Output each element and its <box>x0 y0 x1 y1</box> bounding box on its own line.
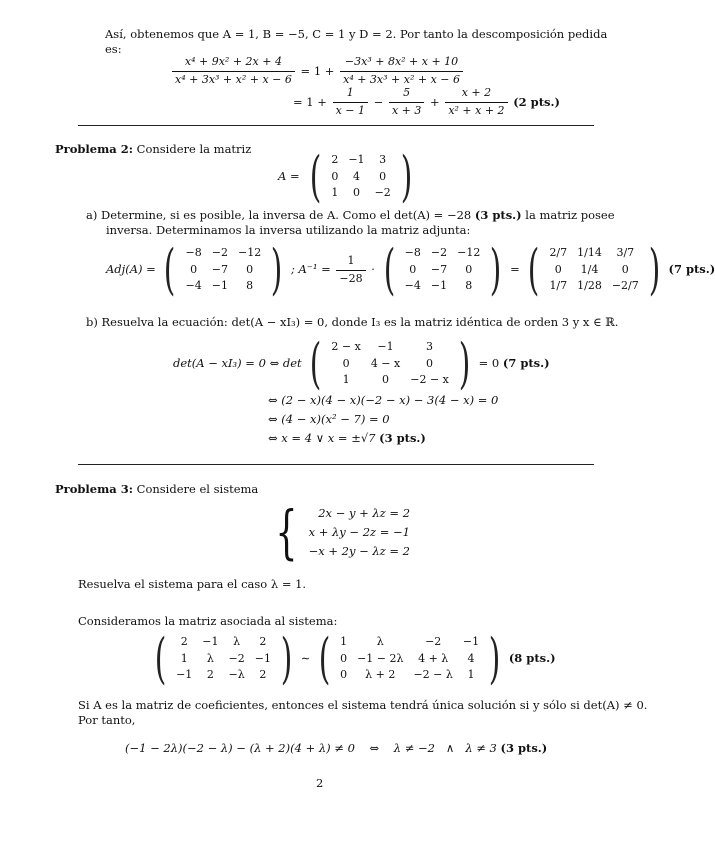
points-badge: (3 pts.) <box>500 741 548 755</box>
points-badge: (3 pts.) <box>474 208 522 222</box>
matrix-cell: 8 <box>465 279 473 293</box>
matrix-cell: −2 <box>211 245 228 259</box>
system-eq-1: 2x − y + λz = 2 <box>318 505 411 520</box>
matrix-cell: −7 <box>430 262 448 276</box>
matrix-cell: −λ <box>228 668 245 682</box>
matrix-cell: 4 + λ <box>418 651 449 665</box>
matrix-cell: 4 − x <box>370 356 401 370</box>
coefficient-line-2: Por tanto, <box>78 713 136 727</box>
system-eq-2: x + λy − 2z = −1 <box>308 524 411 539</box>
matrix-cell: 1 <box>331 186 339 200</box>
intro-line-2: es: <box>105 42 122 56</box>
matrix-cell: 2 <box>259 668 267 682</box>
part-a-line-2: inversa. Determinamos la inversa utilizando la matriz adjunta: <box>106 223 471 237</box>
matrix-cell: 2 <box>180 634 188 648</box>
final-condition <box>125 741 547 757</box>
term2-fraction <box>389 86 424 119</box>
adjoint-inverse-eq <box>106 238 715 301</box>
det-lhs: det(A − xI₃) = 0 ⇔ det <box>173 356 302 371</box>
page-number: 2 <box>316 776 324 790</box>
matrix-cell: 8 <box>246 279 254 293</box>
term3-denominator: x² + x + 2 <box>448 103 505 117</box>
term1-fraction <box>333 86 368 119</box>
part-a-line-1 <box>86 208 615 224</box>
matrix-cell: −1 <box>254 651 271 665</box>
matrix-cell: −1 <box>462 634 480 648</box>
matrix-cell: 0 <box>426 356 434 370</box>
part-b-line: b) Resuelva la ecuación: det(A − xI₃) = 0, donde I₃ es la matriz idéntica de orden 3 y x ∈ ℝ. <box>86 315 619 329</box>
right-paren: ) <box>458 332 471 395</box>
inverse-matrix-table <box>544 245 643 296</box>
rhs-fraction <box>340 55 463 88</box>
reduced-matrix-table <box>335 634 484 685</box>
det-step-2: ⇔ (4 − x)(x² − 7) = 0 <box>268 412 390 426</box>
augmented-intro: Consideramos la matriz asociada al sistema: <box>78 614 338 628</box>
problem-3-label: Problema 3: <box>55 482 133 496</box>
det-rhs: = 0 <box>478 356 500 371</box>
term2-numerator: 5 <box>389 86 424 103</box>
matrix-cell: 1/14 <box>577 245 602 259</box>
matrix-cell: −2/7 <box>611 279 639 293</box>
divider <box>78 464 594 465</box>
inverse-label: ; A⁻¹ = <box>290 262 331 277</box>
matrix-cell: 0 <box>190 262 198 276</box>
matrix-cell: −1 <box>348 152 365 166</box>
divider <box>78 125 594 126</box>
matrix-cell: 0 <box>621 262 629 276</box>
problem-3-heading <box>55 482 258 498</box>
matrix-cell: −4 <box>404 279 421 293</box>
matrix-a-label: A = <box>278 169 300 184</box>
adj-matrix-copy-table <box>400 245 486 296</box>
augmented-matrix <box>150 627 297 690</box>
eq1-prefix: = 1 + <box>300 63 335 78</box>
matrix-cell: 2/7 <box>549 245 568 259</box>
matrix-cell: 0 <box>352 186 360 200</box>
points-badge: (8 pts.) <box>508 651 556 666</box>
adj-matrix-table <box>181 245 267 296</box>
solve-case-line: Resuelva el sistema para el caso λ = 1. <box>78 577 307 591</box>
matrix-cell: −2 <box>430 245 448 259</box>
det-step-3 <box>268 431 426 447</box>
adj-matrix <box>159 238 287 301</box>
matrix-cell: 1 <box>180 651 188 665</box>
inverse-scalar <box>336 254 365 287</box>
augmented-matrix-table <box>171 634 276 685</box>
matrix-cell: −7 <box>211 262 228 276</box>
problem-2-text: Considere la matriz <box>136 142 252 156</box>
matrix-cell: −4 <box>185 279 202 293</box>
matrix-cell: 0 <box>382 373 390 387</box>
matrix-cell: 1/4 <box>580 262 599 276</box>
inverse-scalar-den: −28 <box>339 271 363 285</box>
rhs-denominator: x⁴ + 3x³ + x² + x − 6 <box>343 72 460 86</box>
matrix-cell: 4 <box>352 169 360 183</box>
lhs-numerator: x⁴ + 9x² + 2x + 4 <box>172 55 295 72</box>
left-paren: ( <box>154 627 167 690</box>
coefficient-line-1: Si A es la matriz de coeficientes, entonces el sistema tendrá única solución si y sólo si det(A) ≠ 0. <box>78 698 648 712</box>
left-paren: ( <box>318 627 331 690</box>
lhs-fraction <box>172 55 295 88</box>
matrix-cell: 0 <box>342 356 350 370</box>
matrix-cell: 1 <box>342 373 350 387</box>
matrix-cell: −8 <box>185 245 202 259</box>
matrix-cell: 2 <box>259 634 267 648</box>
matrix-cell: 0 <box>465 262 473 276</box>
minus-sign: − <box>373 94 384 109</box>
matrix-a <box>305 145 417 208</box>
inverse-scalar-num: 1 <box>336 254 365 271</box>
problem-2-heading <box>55 142 251 158</box>
rhs-numerator: −3x³ + 8x² + x + 10 <box>340 55 463 72</box>
matrix-cell: 2 <box>331 152 339 166</box>
matrix-a-block <box>278 145 417 208</box>
system-of-equations <box>268 498 411 566</box>
decomposition-eq-1 <box>170 55 465 88</box>
matrix-cell: λ <box>233 634 241 648</box>
left-paren: ( <box>528 238 540 301</box>
problem-3-text: Considere el sistema <box>136 482 259 496</box>
term1-numerator: 1 <box>333 86 368 103</box>
right-paren: ) <box>490 238 502 301</box>
matrix-cell: −8 <box>404 245 421 259</box>
matrix-cell: 0 <box>379 169 387 183</box>
matrix-cell: −2 <box>374 186 391 200</box>
final-condition-text: (−1 − 2λ)(−2 − λ) − (λ + 2)(4 + λ) ≠ 0 ⇔ λ ≠ −2 ∧ λ ≠ 3 <box>125 741 497 755</box>
right-paren: ) <box>648 238 661 301</box>
part-a-text: a) Determine, si es posible, la inversa de A. Como el det(A) = −28 <box>86 208 472 222</box>
term3-numerator: x + 2 <box>445 86 507 103</box>
right-paren: ) <box>280 627 293 690</box>
matrix-cell: 0 <box>331 169 339 183</box>
matrix-cell: −1 <box>430 279 448 293</box>
matrix-cell: 3 <box>426 339 434 353</box>
left-paren: ( <box>383 238 395 301</box>
det-step-3-text: ⇔ x = 4 ∨ x = ±√7 <box>268 431 376 445</box>
points-badge: (7 pts.) <box>502 356 550 371</box>
matrix-cell: 3 <box>379 152 387 166</box>
matrix-cell: −12 <box>237 245 262 259</box>
matrix-cell: −12 <box>457 245 481 259</box>
right-paren: ) <box>270 238 283 301</box>
term2-denominator: x + 3 <box>391 103 422 117</box>
points-badge: (3 pts.) <box>379 431 426 445</box>
inverse-matrix <box>523 238 664 301</box>
equals: = <box>510 262 520 277</box>
dot: · <box>371 262 375 277</box>
left-paren: ( <box>310 145 322 208</box>
adj-label: Adj(A) = <box>106 262 156 277</box>
left-brace: { <box>275 498 298 566</box>
matrix-cell: 0 <box>554 262 562 276</box>
eq2-prefix: = 1 + <box>293 94 327 109</box>
matrix-cell: 2 − x <box>331 339 361 353</box>
part-a-text-end: la matriz posee <box>525 208 615 222</box>
det-step-1: ⇔ (2 − x)(4 − x)(−2 − x) − 3(4 − x) = 0 <box>268 393 499 407</box>
matrix-cell: −2 <box>425 634 442 648</box>
det-matrix <box>305 332 475 395</box>
matrix-cell: 0 <box>246 262 254 276</box>
plus-sign: + <box>430 94 440 109</box>
right-paren: ) <box>488 627 501 690</box>
matrix-cell: 2 <box>206 668 214 682</box>
matrix-cell: −1 <box>176 668 193 682</box>
matrix-cell: 1/7 <box>549 279 568 293</box>
determinant-eq <box>173 332 550 395</box>
matrix-cell: −2 <box>228 651 245 665</box>
points-badge: (7 pts.) <box>668 262 715 277</box>
term3-fraction <box>445 86 507 119</box>
reduced-matrix <box>314 627 505 690</box>
intro-line-1: Así, obtenemos que A = 1, B = −5, C = 1 y D = 2. Por tanto la descomposición pedida <box>105 27 608 41</box>
lhs-denominator: x⁴ + 3x³ + x² + x − 6 <box>175 72 292 86</box>
adj-matrix-copy <box>379 238 507 301</box>
tilde-symbol: ∼ <box>300 651 311 666</box>
matrix-cell: λ <box>206 651 214 665</box>
right-paren: ) <box>400 145 413 208</box>
augmented-eq <box>150 627 556 690</box>
system-eq-3: −x + 2y − λz = 2 <box>308 543 411 558</box>
left-paren: ( <box>164 238 176 301</box>
matrix-cell: 0 <box>340 651 348 665</box>
matrix-cell: 3/7 <box>616 245 635 259</box>
problem-2-label: Problema 2: <box>55 142 133 156</box>
matrix-cell: 1/28 <box>577 279 602 293</box>
matrix-cell: λ + 2 <box>365 668 396 682</box>
det-matrix-table <box>326 339 453 390</box>
matrix-a-table <box>326 152 395 203</box>
left-paren: ( <box>310 332 322 395</box>
points-badge: (2 pts.) <box>513 94 560 109</box>
matrix-cell: −2 − x <box>410 373 449 387</box>
matrix-cell: −1 <box>211 279 228 293</box>
matrix-cell: −1 <box>202 634 219 648</box>
matrix-cell: 1 <box>467 668 475 682</box>
term1-denominator: x − 1 <box>335 103 365 117</box>
system-lines <box>309 504 410 561</box>
matrix-cell: λ <box>376 634 384 648</box>
matrix-cell: 1 <box>340 634 348 648</box>
matrix-cell: 4 <box>467 651 475 665</box>
decomposition-eq-2 <box>293 86 560 119</box>
matrix-cell: −2 − λ <box>413 668 453 682</box>
matrix-cell: 0 <box>409 262 417 276</box>
matrix-cell: 0 <box>340 668 348 682</box>
matrix-cell: −1 <box>377 339 394 353</box>
matrix-cell: −1 − 2λ <box>357 651 404 665</box>
